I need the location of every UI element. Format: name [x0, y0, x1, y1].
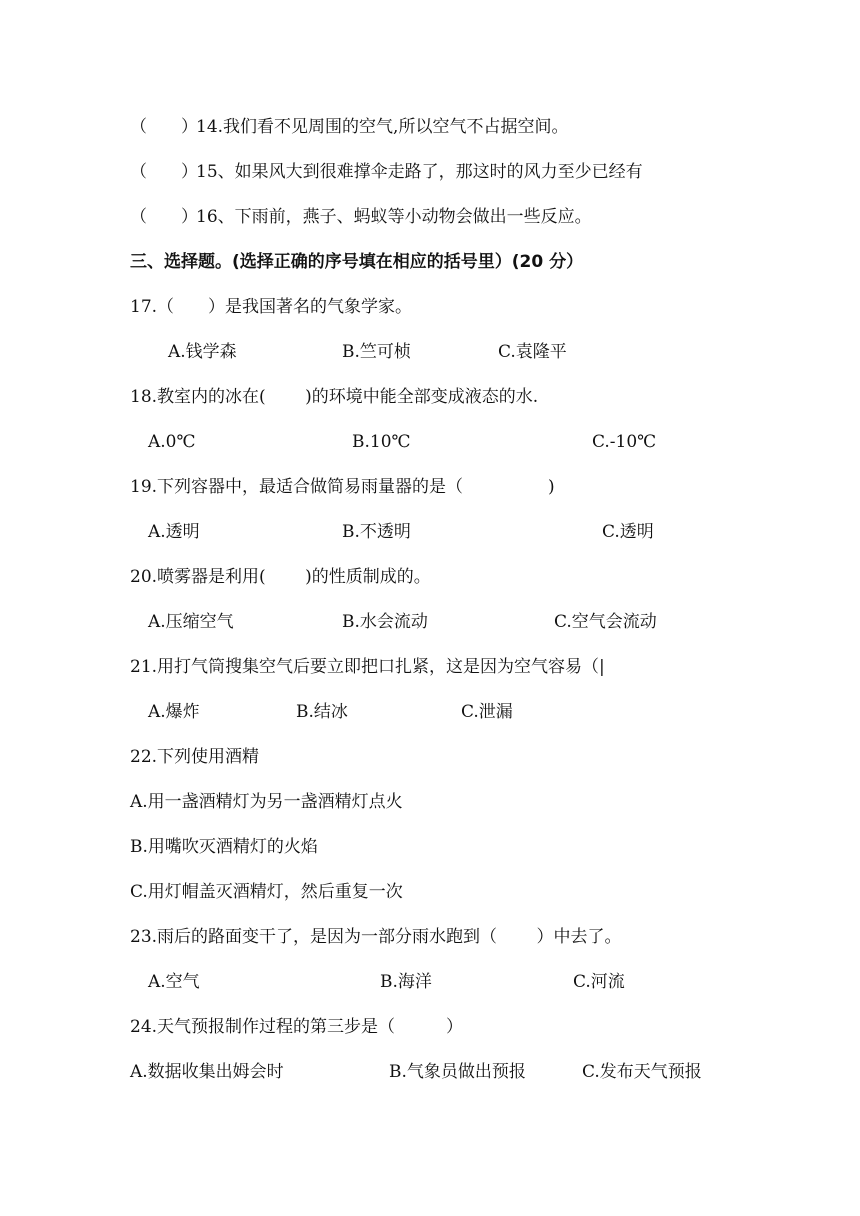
question-19-option-a: A.透明 — [148, 522, 200, 542]
question-20-option-c: C.空气会流动 — [554, 612, 657, 632]
question-21-option-c: C.泄漏 — [461, 702, 513, 722]
question-20-option-b: B.水会流动 — [342, 612, 428, 632]
judgment-14-paren: （ ） — [130, 117, 198, 137]
question-23-option-a: A.空气 — [148, 972, 200, 992]
judgment-16-text: 16、下雨前，燕子、蚂蚁等小动物会做出一些反应。 — [196, 207, 592, 227]
question-22-option-a: A.用一盏酒精灯为另一盏酒精灯点火 — [130, 792, 403, 812]
question-17-stem: 17.（ ）是我国著名的气象学家。 — [130, 297, 413, 317]
question-24-option-a: A.数据收集出姆会时 — [130, 1062, 284, 1082]
question-24-option-b: B.气象员做出预报 — [389, 1062, 526, 1082]
question-17-option-a: A.钱学森 — [168, 342, 237, 362]
question-18-option-b: B.10℃ — [352, 432, 411, 452]
question-17-option-b: B.竺可桢 — [342, 342, 411, 362]
section-3-heading: 三、选择题。(选择正确的序号填在相应的括号里）(20 分） — [130, 252, 584, 272]
question-22-option-c: C.用灯帽盖灭酒精灯，然后重复一次 — [130, 882, 403, 902]
question-23-stem: 23.雨后的路面变干了，是因为一部分雨水跑到（ ）中去了。 — [130, 927, 622, 947]
question-21-option-b: B.结冰 — [296, 702, 348, 722]
question-18-option-a: A.0℃ — [148, 432, 196, 452]
question-18-stem: 18.教室内的冰在( )的环境中能全部变成液态的水. — [130, 387, 539, 407]
question-21-option-a: A.爆炸 — [148, 702, 200, 722]
question-24-option-c: C.发布天气预报 — [582, 1062, 702, 1082]
question-20-option-a: A.压缩空气 — [148, 612, 234, 632]
question-17-option-c: C.袁隆平 — [498, 342, 567, 362]
judgment-15-text: 15、如果风大到很难撑伞走路了，那这时的风力至少已经有 — [196, 162, 643, 182]
question-18-option-c: C.-10℃ — [592, 432, 657, 452]
question-22-stem: 22.下列使用酒精 — [130, 747, 260, 767]
question-19-option-b: B.不透明 — [342, 522, 411, 542]
question-23-option-b: B.海洋 — [380, 972, 432, 992]
judgment-14-text: 14.我们看不见周围的空气,所以空气不占据空间。 — [196, 117, 569, 137]
judgment-15-paren: （ ） — [130, 162, 198, 182]
question-19-stem: 19.下列容器中，最适合做简易雨量器的是（ ) — [130, 477, 555, 497]
question-21-stem: 21.用打气筒搜集空气后要立即把口扎紧，这是因为空气容易（| — [130, 657, 605, 677]
question-23-option-c: C.河流 — [573, 972, 625, 992]
question-24-stem: 24.天气预报制作过程的第三步是（ ） — [130, 1017, 464, 1037]
judgment-16-paren: （ ） — [130, 207, 198, 227]
question-19-option-c: C.透明 — [602, 522, 654, 542]
question-22-option-b: B.用嘴吹灭酒精灯的火焰 — [130, 837, 318, 857]
question-20-stem: 20.喷雾器是利用( )的性质制成的。 — [130, 567, 431, 587]
